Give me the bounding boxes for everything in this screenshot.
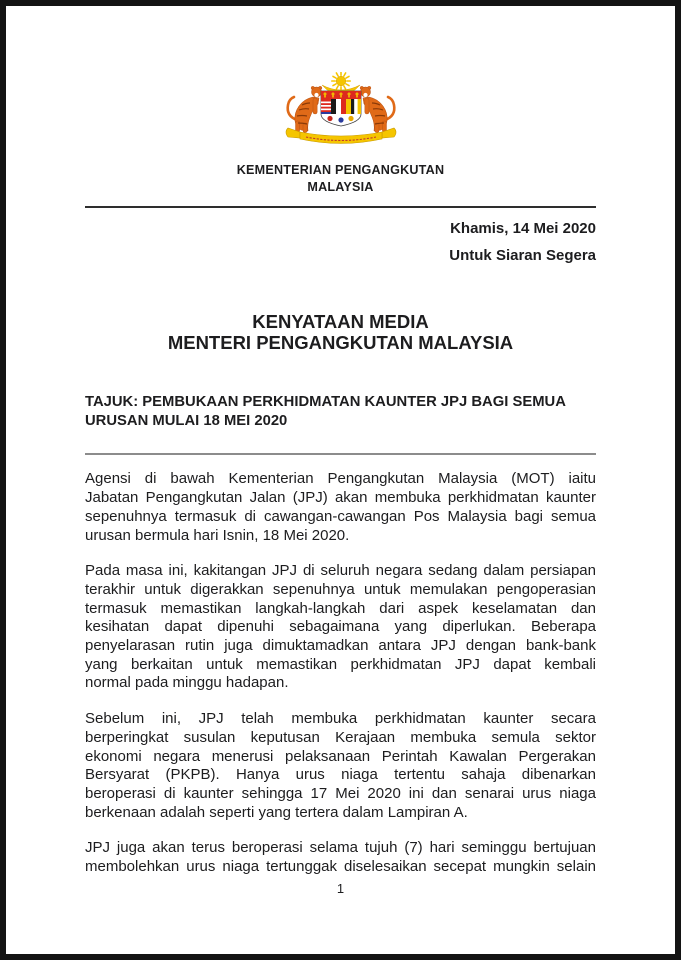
paragraph: [85, 470, 596, 545]
subject-heading-line1: TAJUK: PEMBUKAAN PERKHIDMATAN KAUNTER JPJ BAGI SEMUA: [85, 394, 566, 410]
emblem-container: [85, 72, 596, 152]
paragraph-line: Agensi di bawah Kementerian Pengangkutan Malaysia (MOT) iaitu: [85, 470, 596, 488]
date-text: Khamis, 14 Mei 2020: [450, 220, 596, 237]
ministry-name: [85, 162, 596, 195]
paragraphs: [85, 470, 596, 876]
paragraph-line: Bersyarat (PKPB). Hanya urus niaga tertentu sahaja dibenarkan: [85, 766, 596, 784]
paragraph-line: penyelarasan rutin juga dimuktamadkan antara JPJ dengan bank-bank: [85, 637, 596, 655]
paragraph-line: normal pada minggu hadapan.: [85, 674, 289, 692]
paragraph: [85, 839, 596, 876]
malaysia-coat-of-arms-icon: [280, 72, 402, 152]
paragraph-line: ekonomi negara menerusi pelaksanaan Perintah Kawalan Pergerakan: [85, 747, 596, 765]
paragraph-line: berkenaan adalah seperti yang tertera dalam Lampiran A.: [85, 803, 468, 821]
page-content: [6, 72, 675, 960]
header-divider: [85, 206, 596, 208]
subject-heading-line2: URUSAN MULAI 18 MEI 2020: [85, 412, 288, 429]
subject-heading: [85, 393, 596, 430]
paragraph-line: beroperasi di kaunter sehingga 17 Mei 2020 ini dan senarai urus niaga: [85, 784, 596, 802]
paragraph-line: Jabatan Pengangkutan Jalan (JPJ) akan membuka perkhidmatan kaunter: [85, 489, 596, 507]
ministry-name-line2: MALAYSIA: [307, 179, 374, 194]
dateline-block: [85, 215, 596, 269]
document-title-line2: MENTERI PENGANGKUTAN MALAYSIA: [167, 332, 514, 353]
release-text: Untuk Siaran Segera: [449, 247, 596, 264]
subject-divider: [85, 453, 596, 455]
ministry-name-line1: KEMENTERIAN PENGANGKUTAN: [236, 163, 445, 177]
paragraph-line: urusan bermula hari Isnin, 18 Mei 2020.: [85, 526, 350, 544]
paragraph-line: Pada masa ini, kakitangan JPJ di seluruh negara sedang dalam persiapan: [85, 562, 596, 580]
paragraph-line: berperingkat susulan keputusan Kerajaan membuka semula sektor: [85, 728, 596, 746]
paragraph-line: membolehkan urus niaga tertunggak diselesaikan secepat mungkin selain: [85, 858, 596, 876]
paragraph-line: kesihatan dapat dipenuhi sebagaimana yang diperlukan. Beberapa: [85, 618, 596, 636]
paragraph-line: terakhir untuk digerakkan sepenuhnya untuk memulakan pengoperasian: [85, 580, 596, 598]
paragraph: [85, 710, 596, 822]
document-title: [85, 311, 596, 353]
document-title-line1: KENYATAAN MEDIA: [252, 311, 429, 332]
paragraph-line: yang berkaitan untuk memastikan perkhidmatan JPJ dapat kembali: [85, 655, 596, 673]
paragraph: [85, 562, 596, 693]
paragraph-line: JPJ juga akan terus beroperasi selama tujuh (7) hari seminggu bertujuan: [85, 839, 596, 857]
paragraph-line: sepenuhnya termasuk di cawangan-cawangan Pos Malaysia bagi semua: [85, 507, 596, 525]
page-number: 1: [336, 880, 345, 896]
paragraph-line: termasuk memastikan langkah-langkah dari aspek keselamatan dan: [85, 599, 596, 617]
paragraph-line: Sebelum ini, JPJ telah membuka perkhidmatan kaunter secara: [85, 710, 596, 728]
